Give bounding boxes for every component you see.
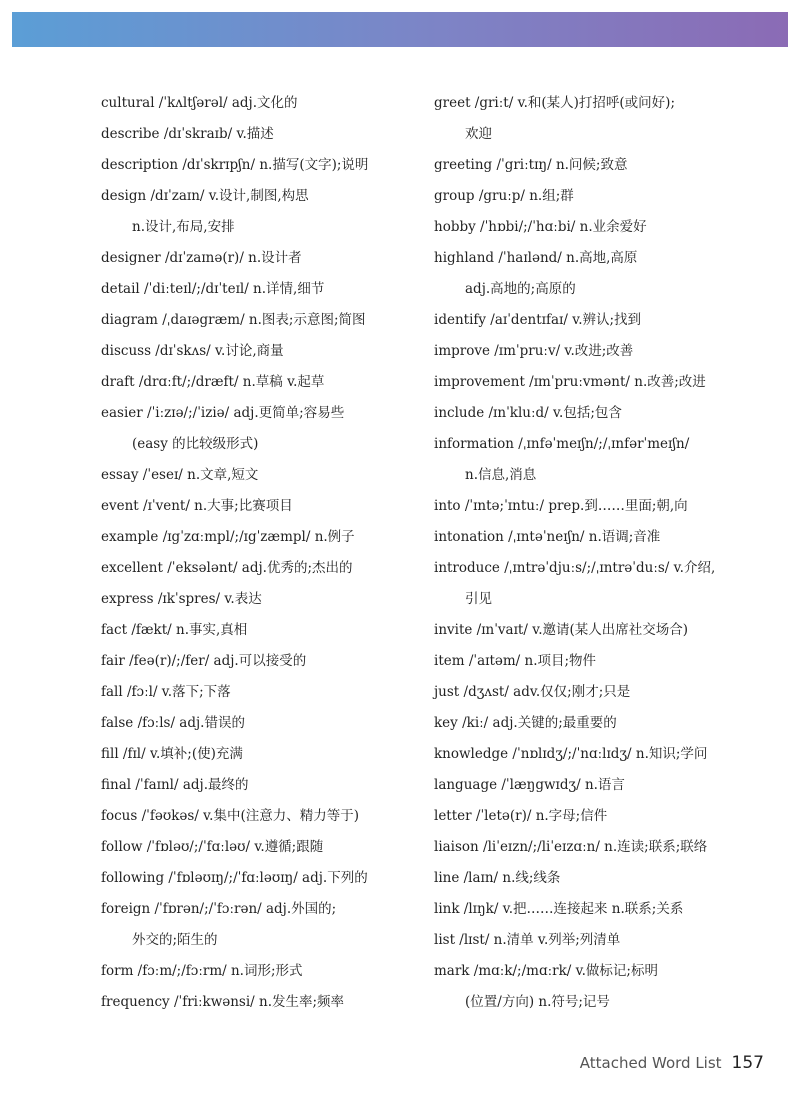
word-entry-event: event /ɪˈvent/ n.大事;比赛项目 [101,498,293,514]
word-list-right-column [434,88,779,1018]
word-entry-liaison: liaison /liˈeɪzn/;/liˈeɪzɑːn/ n.连读;联系;联络 [434,839,708,855]
word-entry-line: line /laɪn/ n.线;线条 [434,870,561,886]
word-entry-introduce: introduce /ˌɪntrəˈdjuːs/;/ˌɪntrəˈduːs/ v.介绍, [434,560,716,576]
word-entry-information-continued: n.信息,消息 [465,467,537,483]
word-entry-fair: fair /feə(r)/;/fer/ adj.可以接受的 [101,653,307,669]
word-entry-false: false /fɔːls/ adj.错误的 [101,715,245,731]
word-entry-identify: identify /aɪˈdentɪfaɪ/ v.辨认;找到 [434,312,642,328]
page-number: 157 [731,1053,764,1073]
word-entry-express: express /ɪkˈspres/ v.表达 [101,591,262,607]
word-entry-easier: easier /ˈiːzɪə/;/ˈiziə/ adj.更简单;容易些 [101,405,345,421]
word-entry-key: key /kiː/ adj.关键的;最重要的 [434,715,617,731]
word-entry-detail: detail /ˈdiːteɪl/;/dɪˈteɪl/ n.详情,细节 [101,281,325,297]
word-entry-include: include /ɪnˈkluːd/ v.包括;包含 [434,405,622,421]
page-footer [580,1053,764,1081]
word-entry-essay: essay /ˈeseɪ/ n.文章,短文 [101,467,259,483]
word-entry-fall: fall /fɔːl/ v.落下;下落 [101,684,231,700]
word-entry-excellent: excellent /ˈeksələnt/ adj.优秀的;杰出的 [101,560,353,576]
word-list-left-column [101,88,411,1018]
word-entry-cultural: cultural /ˈkʌltʃərəl/ adj.文化的 [101,95,298,111]
word-entry-knowledge: knowledge /ˈnɒlɪdʒ/;/ˈnɑːlɪdʒ/ n.知识;学问 [434,746,708,762]
word-entry-greeting: greeting /ˈgriːtɪŋ/ n.问候;致意 [434,157,628,173]
word-entry-mark-continued: (位置/方向) n.符号;记号 [465,994,610,1010]
word-entry-fill: fill /fɪl/ v.填补;(使)充满 [101,746,243,762]
word-entry-fact: fact /fækt/ n.事实,真相 [101,622,248,638]
word-entry-link: link /lɪŋk/ v.把……连接起来 n.联系;关系 [434,901,684,917]
word-entry-introduce-continued: 引见 [465,591,492,607]
word-entry-into: into /ˈɪntə;ˈɪntuː/ prep.到……里面;朝,向 [434,498,688,514]
word-entry-example: example /ɪgˈzɑːmpl/;/ɪgˈzæmpl/ n.例子 [101,529,355,545]
footer-title: Attached Word List [579,1054,722,1072]
word-entry-form: form /fɔːm/;/fɔːrm/ n.词形;形式 [101,963,303,979]
word-entry-draft: draft /drɑːft/;/dræft/ n.草稿 v.起草 [101,374,325,390]
header-banner [12,12,788,47]
word-entry-letter: letter /ˈletə(r)/ n.字母;信件 [434,808,608,824]
word-entry-information: information /ˌɪnfəˈmeɪʃn/;/ˌɪnfərˈmeɪʃn/ [434,436,690,452]
word-entry-invite: invite /ɪnˈvaɪt/ v.邀请(某人出席社交场合) [434,622,689,638]
word-entry-diagram: diagram /ˌdaɪəgræm/ n.图表;示意图;简图 [101,312,366,328]
word-entry-focus: focus /ˈfəʊkəs/ v.集中(注意力、精力等于) [101,808,360,824]
word-entry-group: group /gruːp/ n.组;群 [434,188,574,204]
word-entry-improvement: improvement /ɪmˈpruːvmənt/ n.改善;改进 [434,374,706,390]
word-entry-describe: describe /dɪˈskraɪb/ v.描述 [101,126,274,142]
word-entry-intonation: intonation /ˌɪntəˈneɪʃn/ n.语调;音准 [434,529,661,545]
word-entry-greet: greet /griːt/ v.和(某人)打招呼(或问好); [434,95,675,111]
word-entry-improve: improve /ɪmˈpruːv/ v.改进;改善 [434,343,634,359]
word-entry-hobby: hobby /ˈhɒbi/;/ˈhɑːbi/ n.业余爱好 [434,219,647,235]
word-entry-design-continued: n.设计,布局,安排 [132,219,235,235]
word-entry-just: just /dʒʌst/ adv.仅仅;刚才;只是 [434,684,631,700]
word-entry-greet-continued: 欢迎 [465,126,492,142]
word-entry-foreign-continued: 外交的;陌生的 [132,932,218,948]
word-entry-designer: designer /dɪˈzaɪnə(r)/ n.设计者 [101,250,302,266]
word-entry-frequency: frequency /ˈfriːkwənsi/ n.发生率;频率 [101,994,345,1010]
word-entry-language: language /ˈlæŋgwɪdʒ/ n.语言 [434,777,625,793]
word-entry-design: design /dɪˈzaɪn/ v.设计,制图,构思 [101,188,309,204]
word-entry-highland-continued: adj.高地的;高原的 [465,281,576,297]
word-entry-foreign: foreign /ˈfɒrən/;/ˈfɔːrən/ adj.外国的; [101,901,337,917]
word-entry-mark: mark /mɑːk/;/mɑːrk/ v.做标记;标明 [434,963,658,979]
word-entry-list: list /lɪst/ n.清单 v.列举;列清单 [434,932,621,948]
word-entry-item: item /ˈaɪtəm/ n.项目;物件 [434,653,597,669]
word-entry-final: final /ˈfaɪnl/ adj.最终的 [101,777,249,793]
word-entry-discuss: discuss /dɪˈskʌs/ v.讨论,商量 [101,343,284,359]
word-entry-description: description /dɪˈskrɪpʃn/ n.描写(文字);说明 [101,157,369,173]
word-entry-follow: follow /ˈfɒləʊ/;/ˈfɑːləʊ/ v.遵循;跟随 [101,839,324,855]
word-entry-easier-continued: (easy 的比较级形式) [132,436,259,452]
word-entry-following: following /ˈfɒləʊɪŋ/;/ˈfɑːləʊɪŋ/ adj.下列的 [101,870,368,886]
word-entry-highland: highland /ˈhaɪlənd/ n.高地,高原 [434,250,638,266]
